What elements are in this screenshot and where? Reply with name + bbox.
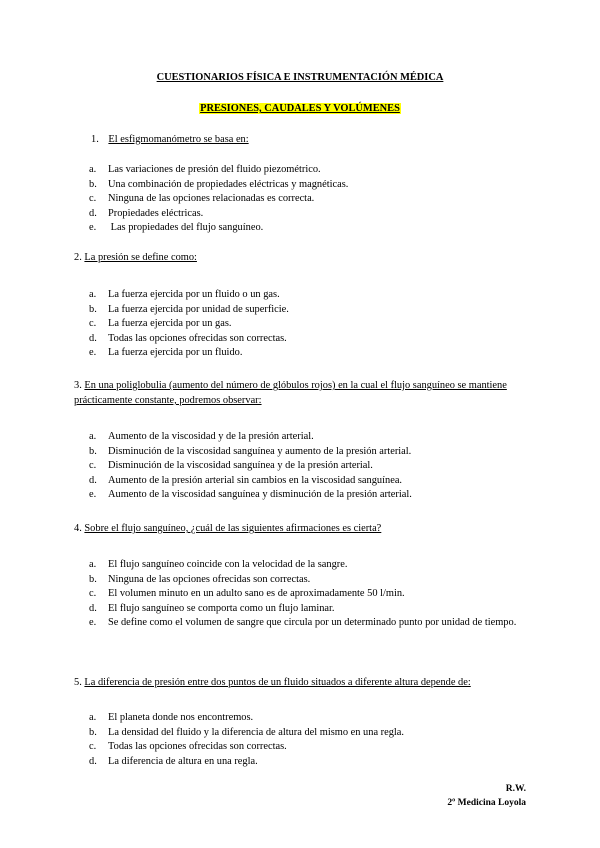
question-4 xyxy=(74,521,534,536)
option-letter: c. xyxy=(89,741,97,753)
option-letter: c. xyxy=(89,318,97,330)
question-text: Sobre el flujo sanguíneo, ¿cuál de las siguientes afirmaciones es cierta? xyxy=(84,523,382,534)
option xyxy=(89,602,529,617)
option-letter: a. xyxy=(89,289,97,300)
question-text: En una poliglobulia (aumento del número de glóbulos rojos) en la cual el flujo sanguíneo se mantiene prácticamente constante, podremos observar: xyxy=(74,380,507,406)
option-letter: c. xyxy=(89,460,97,472)
option-letter: b. xyxy=(89,178,97,190)
option-letter: b. xyxy=(89,573,97,585)
option-letter: b. xyxy=(89,445,97,457)
footer-author: R.W. xyxy=(505,784,526,794)
option xyxy=(89,303,529,318)
option-text: El flujo sanguíneo coincide con la velocidad de la sangre. xyxy=(108,559,348,570)
document-subtitle: PRESIONES, CAUDALES Y VOLÚMENES xyxy=(200,103,400,114)
page-footer xyxy=(447,782,526,810)
option-text: Aumento de la presión arterial sin cambios en la viscosidad sanguínea. xyxy=(108,474,403,486)
option-letter: e. xyxy=(89,617,97,629)
option-letter: a. xyxy=(89,431,97,442)
option xyxy=(89,474,529,489)
option-text: Aumento de la viscosidad sanguínea y disminución de la presión arterial. xyxy=(108,489,412,501)
question-text: La presión se define como: xyxy=(84,252,197,263)
footer-course: 2º Medicina Loyola xyxy=(447,798,526,808)
option xyxy=(89,616,529,631)
question-number: 4. xyxy=(74,523,82,534)
option-text: La fuerza ejercida por un fluido. xyxy=(108,347,243,359)
option xyxy=(89,755,529,770)
question-number: 3. xyxy=(74,380,82,391)
option xyxy=(89,587,529,602)
option-letter: a. xyxy=(89,164,97,175)
option-letter: d. xyxy=(89,474,97,486)
option xyxy=(89,573,529,588)
option xyxy=(89,192,529,207)
document-title: CUESTIONARIOS FÍSICA E INSTRUMENTACIÓN MÉDICA xyxy=(156,72,444,83)
option-letter: c. xyxy=(89,588,97,600)
option-letter: e. xyxy=(89,489,97,501)
question-text: El esfigmomanómetro se basa en: xyxy=(108,134,249,145)
question-5-options xyxy=(89,711,529,769)
option xyxy=(89,346,529,361)
option-letter: b. xyxy=(89,726,97,738)
option-letter: a. xyxy=(89,559,97,570)
option xyxy=(89,445,529,460)
option-text: Todas las opciones ofrecidas son correctas. xyxy=(108,332,287,344)
option-letter: b. xyxy=(89,303,97,315)
option xyxy=(89,178,529,193)
option-letter: e. xyxy=(89,222,97,234)
option-letter: e. xyxy=(89,347,97,359)
option-text: Ninguna de las opciones ofrecidas son correctas. xyxy=(108,573,311,585)
question-5 xyxy=(74,675,534,690)
option xyxy=(89,332,529,347)
option-text: Ninguna de las opciones relacionadas es correcta. xyxy=(108,193,315,205)
option-text: La fuerza ejercida por un fluido o un gas. xyxy=(108,289,280,300)
option xyxy=(89,288,529,303)
option-text: La fuerza ejercida por unidad de superficie. xyxy=(108,303,289,315)
option-text: La densidad del fluido y la diferencia de altura del mismo en una regla. xyxy=(108,726,405,738)
option-text: Disminución de la viscosidad sanguínea y aumento de la presión arterial. xyxy=(108,445,412,457)
question-number: 2. xyxy=(74,252,82,263)
option-letter: d. xyxy=(89,207,97,219)
option xyxy=(89,459,529,474)
option xyxy=(89,163,529,178)
option-text: Las propiedades del flujo sanguíneo. xyxy=(108,222,264,234)
option-text: El flujo sanguíneo se comporta como un flujo laminar. xyxy=(108,602,335,614)
question-2 xyxy=(74,250,534,265)
option xyxy=(89,726,529,741)
option-text: Se define como el volumen de sangre que circula por un determinado punto por unidad de tiempo. xyxy=(108,617,517,629)
option-letter: d. xyxy=(89,602,97,614)
option xyxy=(89,430,529,445)
option xyxy=(89,711,529,726)
question-3-options xyxy=(89,430,529,503)
option-text: El volumen minuto en un adulto sano es de aproximadamente 50 l/min. xyxy=(108,588,405,600)
question-2-options xyxy=(89,288,529,361)
option xyxy=(89,317,529,332)
option-text: La fuerza ejercida por un gas. xyxy=(108,318,232,330)
question-text: La diferencia de presión entre dos puntos de un fluido situados a diferente altura depende de: xyxy=(84,677,471,688)
option-letter: d. xyxy=(89,755,97,767)
option xyxy=(89,740,529,755)
option xyxy=(89,207,529,222)
question-1 xyxy=(91,132,551,147)
option-letter: c. xyxy=(89,193,97,205)
option xyxy=(89,558,529,573)
question-number: 1. xyxy=(91,134,99,145)
option-text: El planeta donde nos encontremos. xyxy=(108,712,254,723)
question-number: 5. xyxy=(74,677,82,688)
option-letter: d. xyxy=(89,332,97,344)
option xyxy=(89,221,529,236)
option-text: La diferencia de altura en una regla. xyxy=(108,755,258,767)
option-text: Propiedades eléctricas. xyxy=(108,207,204,219)
document-subtitle-wrap xyxy=(0,103,600,114)
option-text: Todas las opciones ofrecidas son correctas. xyxy=(108,741,287,753)
option-letter: a. xyxy=(89,712,97,723)
option-text: Una combinación de propiedades eléctricas y magnéticas. xyxy=(108,178,349,190)
question-1-options xyxy=(89,163,529,236)
question-3 xyxy=(74,378,534,408)
option-text: Disminución de la viscosidad sanguínea y de la presión arterial. xyxy=(108,460,373,472)
question-4-options xyxy=(89,558,529,631)
option-text: Aumento de la viscosidad y de la presión arterial. xyxy=(108,431,314,442)
option xyxy=(89,488,529,503)
option-text: Las variaciones de presión del fluido piezométrico. xyxy=(108,164,321,175)
